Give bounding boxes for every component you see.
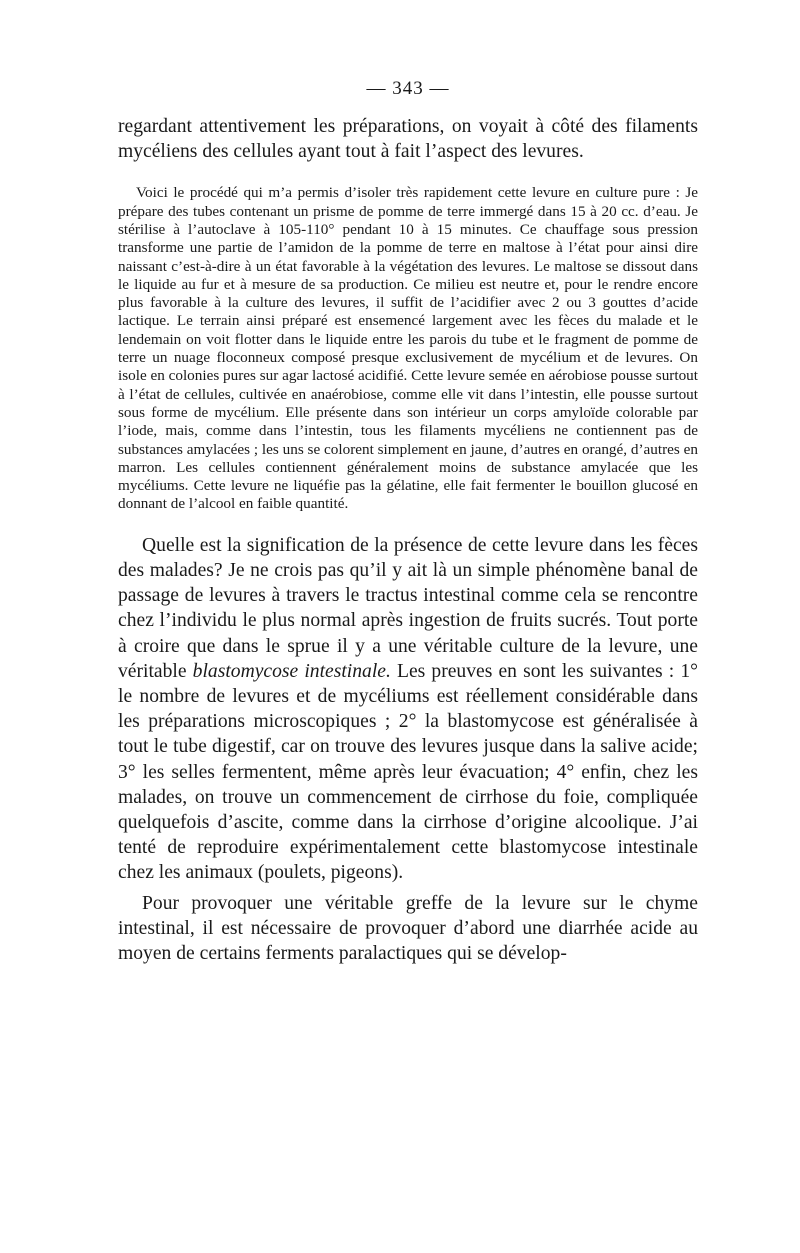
paragraph-greffe: Pour provoquer une véritable greffe de la levure sur le chyme intestinal, il est nécessaire de provoquer d’abord une diarrhée acide au moyen de certains ferments paralactiques qui se dévelop- — [118, 892, 698, 964]
paragraph-signification-text-1: Quelle est la signification de la présence de cette levure dans les fèces des malades? Je ne crois pas qu’il y ait là un simple phénomène banal de passage de levures à travers le tractus intestinal comme cela se rencontre chez l’individu le plus normal après ingestion de fruits sucrés. Tout porte à croire que dans le sprue il y a une véritable culture de la levure, une véritable — [118, 534, 698, 682]
paragraph-signification — [118, 533, 698, 886]
page-number: — 343 — — [366, 78, 450, 99]
paragraph-continuation: regardant attentivement les préparations, on voyait à côté des filaments mycéliens des cellules ayant tout à fait l’aspect des levures. — [118, 116, 698, 163]
paragraph-procedure: Voici le procédé qui m’a permis d’isoler très rapidement cette levure en culture pure : Je prépare des tubes contenant un prisme de pomme de terre immergé dans 15 à 20 cc. d’eau. Je stérilise à l’autoclave à 105-110° pendant 10 à 15 minutes. Ce chauffage sous pression transforme une partie de l’amidon de la pomme de terre en maltose à l’état pour ainsi dire naissant c’est-à-dire à un état favorable à la végétation des levures. Le maltose se dissout dans le liquide au fur et à mesure de sa production. Ce milieu est neutre et, pour le rendre encore plus favorable à la culture des levures, il suffit de l’acidifier avec 2 ou 3 gouttes d’acide lactique. Le terrain ainsi préparé est ensemencé largement avec les fèces du malade et le lendemain on voit flotter dans le liquide entre les parois du tube et le fragment de pomme de terre un nuage floconneux composé presque exclusivement de mycélium et de levures. On isole en colonies pures sur agar lactosé acidifié. Cette levure semée en aérobiose pousse surtout à l’état de cellules, cultivée en anaérobiose, comme elle vit dans l’intestin, elle pousse surtout sous forme de mycélium. Elle présente dans son intérieur un corps amyloïde colorable par l’iode, mais, comme dans l’intestin, tous les filaments mycéliens ne contiennent pas de substances amylacées ; les uns se colorent simplement en jaune, d’autres en orangé, d’autres en marron. Les cellules contiennent généralement moins de substance amylacée que les mycéliums. Cette levure ne liquéfie pas la gélatine, elle fait fermenter le bouillon glucosé en donnant de l’alcool en faible quantité. — [118, 184, 698, 513]
document-page — [118, 78, 698, 966]
paragraph-signification-italic: blastomycose intestinale. — [192, 660, 391, 682]
paragraph-signification-text-2: Les preuves en sont les suivantes : 1° le nombre de levures et de mycéliums est réellement considérable dans les préparations microscopiques ; 2° la blastomycose est généralisée à tout le tube digestif, car on trouve des levures jusque dans la salive acide; 3° les selles fermentent, même après leur évacuation; 4° enfin, chez les malades, on trouve un commencement de cirrhose du foie, compliquée quelquefois d’ascite, comme dans la cirrhose d’origine alcoolique. J’ai tenté de reproduire expérimentalement cette blastomycose intestinale chez les animaux (poulets, pigeons). — [118, 660, 698, 884]
